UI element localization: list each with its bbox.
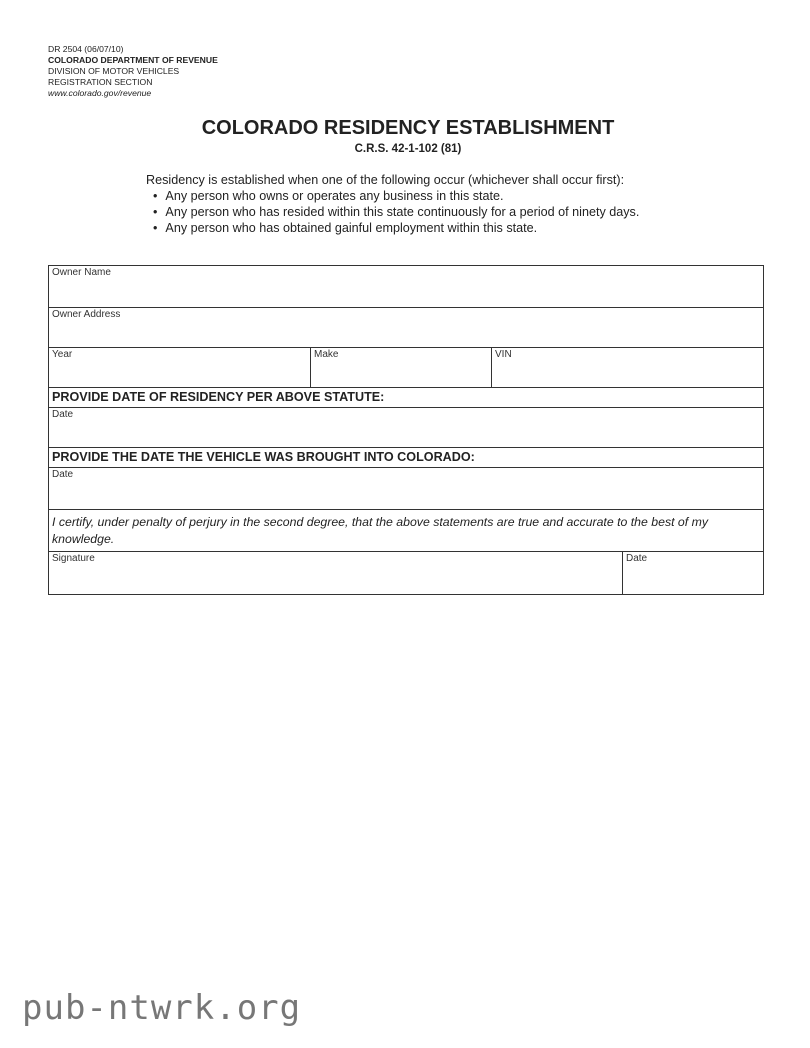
division: DIVISION OF MOTOR VEHICLES xyxy=(48,66,180,76)
residency-heading: PROVIDE DATE OF RESIDENCY PER ABOVE STATUTE: xyxy=(48,387,764,408)
vehicle-date-field[interactable] xyxy=(48,467,764,510)
certification-text: I certify, under penalty of perjury in the second degree, that the above statements are true and accurate to the best of my knowledge. xyxy=(48,509,764,552)
residency-date-label: Date xyxy=(52,409,74,420)
intro xyxy=(146,172,639,236)
make-label: Make xyxy=(314,349,339,360)
owner-address-label: Owner Address xyxy=(52,309,121,320)
owner-name-label: Owner Name xyxy=(52,267,111,278)
vin-label: VIN xyxy=(495,349,512,360)
vehicle-heading: PROVIDE THE DATE THE VEHICLE WAS BROUGHT INTO COLORADO: xyxy=(48,447,764,468)
intro-lead: Residency is established when one of the following occur (whichever shall occur first): xyxy=(146,173,625,187)
page-title: COLORADO RESIDENCY ESTABLISHMENT xyxy=(201,117,615,139)
statute: C.R.S. 42-1-102 (81) xyxy=(354,143,462,155)
department: COLORADO DEPARTMENT OF REVENUE xyxy=(48,55,218,65)
owner-name-field[interactable] xyxy=(48,265,764,308)
bullet: • Any person who has obtained gainful employment within this state. xyxy=(153,220,639,236)
form-number: DR 2504 (06/07/10) xyxy=(48,44,124,54)
signature-date-field[interactable] xyxy=(622,551,764,595)
form-header xyxy=(48,44,218,99)
vehicle-date-label: Date xyxy=(52,469,74,480)
owner-address-field[interactable] xyxy=(48,307,764,348)
signature-field[interactable] xyxy=(48,551,623,595)
year-label: Year xyxy=(52,349,73,360)
watermark: pub-ntwrk.org xyxy=(22,988,302,1028)
residency-date-field[interactable] xyxy=(48,407,764,448)
bullet: • Any person who owns or operates any business in this state. xyxy=(153,188,639,204)
signature-date-label: Date xyxy=(626,553,648,564)
section: REGISTRATION SECTION xyxy=(48,77,153,87)
year-field[interactable] xyxy=(48,347,311,388)
signature-label: Signature xyxy=(52,553,95,564)
website: www.colorado.gov/revenue xyxy=(48,88,152,98)
make-field[interactable] xyxy=(310,347,492,388)
vin-field[interactable] xyxy=(491,347,764,388)
bullet: • Any person who has resided within this state continuously for a period of ninety days. xyxy=(153,204,639,220)
